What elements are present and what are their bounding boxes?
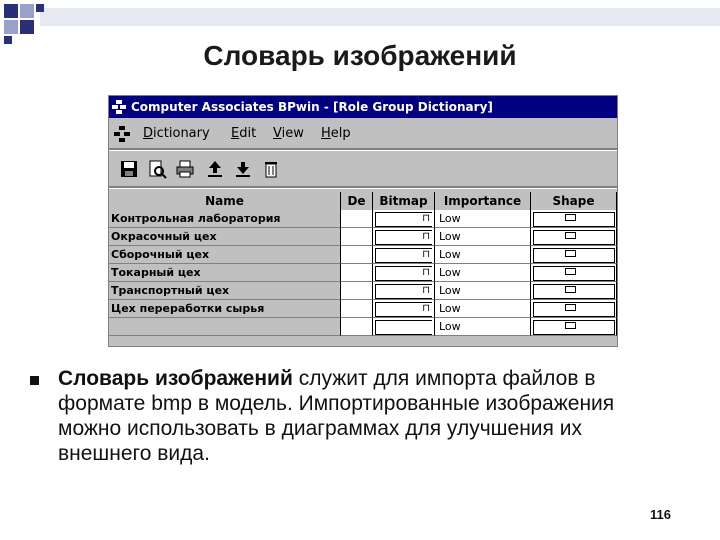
deco-square (4, 20, 18, 34)
body-term: Словарь изображений (58, 367, 293, 390)
de-cell[interactable] (341, 264, 373, 282)
deco-square (20, 20, 34, 34)
importance-cell[interactable]: Low (435, 282, 531, 300)
name-cell[interactable]: Токарный цех (109, 264, 341, 282)
table-row[interactable] (109, 300, 617, 318)
importance-cell[interactable]: Low (435, 228, 531, 246)
app-icon[interactable] (111, 99, 127, 115)
page-number: 116 (650, 507, 671, 522)
shape-cell[interactable] (531, 300, 617, 318)
menu-help[interactable]: Help (321, 126, 351, 141)
window-titlebar[interactable] (109, 96, 617, 118)
export-icon[interactable] (233, 159, 253, 179)
table-row[interactable] (109, 282, 617, 300)
body-text: служит для импорта файлов в формате bmp в модель. Импортированные изображения можно использовать в диаграммах для улучшения их внешнего вида. (58, 367, 615, 465)
bitmap-icon: ⊓ (422, 267, 430, 278)
name-cell[interactable]: Сборочный цех (109, 246, 341, 264)
rectangle-shape-icon (565, 268, 576, 275)
document-menu-icon[interactable] (113, 125, 131, 143)
table-row[interactable] (109, 264, 617, 282)
bitmap-icon: ⊓ (422, 213, 430, 224)
column-header-de[interactable]: De (341, 192, 373, 210)
importance-cell[interactable]: Low (435, 318, 531, 336)
rectangle-shape-icon (565, 286, 576, 293)
importance-cell[interactable]: Low (435, 300, 531, 318)
toolbar-separator (109, 186, 617, 189)
name-cell[interactable] (109, 318, 341, 336)
bitmap-cell[interactable] (373, 210, 435, 228)
shape-cell[interactable] (531, 264, 617, 282)
rectangle-shape-icon (565, 214, 576, 221)
column-header-bitmap[interactable]: Bitmap (373, 192, 435, 210)
shape-cell[interactable] (531, 282, 617, 300)
header-band (40, 8, 720, 26)
table-row[interactable] (109, 246, 617, 264)
rectangle-shape-icon (565, 232, 576, 239)
import-icon[interactable] (205, 159, 225, 179)
bitmap-icon: ⊓ (422, 231, 430, 242)
bitmap-icon: ⊓ (422, 303, 430, 314)
rectangle-shape-icon (565, 304, 576, 311)
name-cell[interactable]: Цех переработки сырья (109, 300, 341, 318)
bitmap-field[interactable] (375, 320, 432, 335)
de-cell[interactable] (341, 228, 373, 246)
table-row[interactable] (109, 210, 617, 228)
toolbar (109, 152, 617, 184)
menu-separator (109, 148, 617, 151)
shape-cell[interactable] (531, 318, 617, 336)
print-icon[interactable] (175, 159, 195, 179)
save-icon[interactable] (119, 159, 139, 179)
column-header-shape[interactable]: Shape (531, 192, 617, 210)
deco-square (20, 4, 34, 18)
de-cell[interactable] (341, 210, 373, 228)
bitmap-icon: ⊓ (422, 285, 430, 296)
de-cell[interactable] (341, 300, 373, 318)
slide-title: Словарь изображений (203, 40, 517, 71)
name-cell[interactable]: Транспортный цех (109, 282, 341, 300)
bitmap-cell[interactable] (373, 318, 435, 336)
rectangle-shape-icon (565, 250, 576, 257)
importance-cell[interactable]: Low (435, 264, 531, 282)
deco-square (4, 4, 18, 18)
bitmap-cell[interactable] (373, 228, 435, 246)
menubar (109, 120, 617, 148)
window-title: Computer Associates BPwin - [Role Group Dictionary] (131, 100, 493, 114)
de-cell[interactable] (341, 282, 373, 300)
app-window (108, 95, 618, 347)
shape-cell[interactable] (531, 246, 617, 264)
importance-cell[interactable]: Low (435, 210, 531, 228)
menu-view[interactable]: View (273, 126, 304, 141)
rectangle-shape-icon (565, 322, 576, 329)
shape-cell[interactable] (531, 210, 617, 228)
shape-cell[interactable] (531, 228, 617, 246)
column-header-name[interactable]: Name (109, 192, 341, 210)
table-row[interactable] (109, 318, 617, 336)
bitmap-cell[interactable] (373, 282, 435, 300)
column-header-importance[interactable]: Importance (435, 192, 531, 210)
delete-icon[interactable] (261, 159, 281, 179)
bitmap-cell[interactable] (373, 264, 435, 282)
name-cell[interactable]: Контрольная лаборатория (109, 210, 341, 228)
menu-dictionary[interactable]: Dictionary (143, 126, 210, 141)
bullet-marker (30, 376, 39, 385)
name-cell[interactable]: Окрасочный цех (109, 228, 341, 246)
print-preview-icon[interactable] (147, 159, 167, 179)
de-cell[interactable] (341, 318, 373, 336)
body-paragraph (58, 366, 658, 466)
deco-square (36, 4, 44, 12)
bitmap-cell[interactable] (373, 246, 435, 264)
menu-edit[interactable]: Edit (231, 126, 257, 141)
bitmap-cell[interactable] (373, 300, 435, 318)
bitmap-icon: ⊓ (422, 249, 430, 260)
table-row[interactable] (109, 228, 617, 246)
de-cell[interactable] (341, 246, 373, 264)
importance-cell[interactable]: Low (435, 246, 531, 264)
